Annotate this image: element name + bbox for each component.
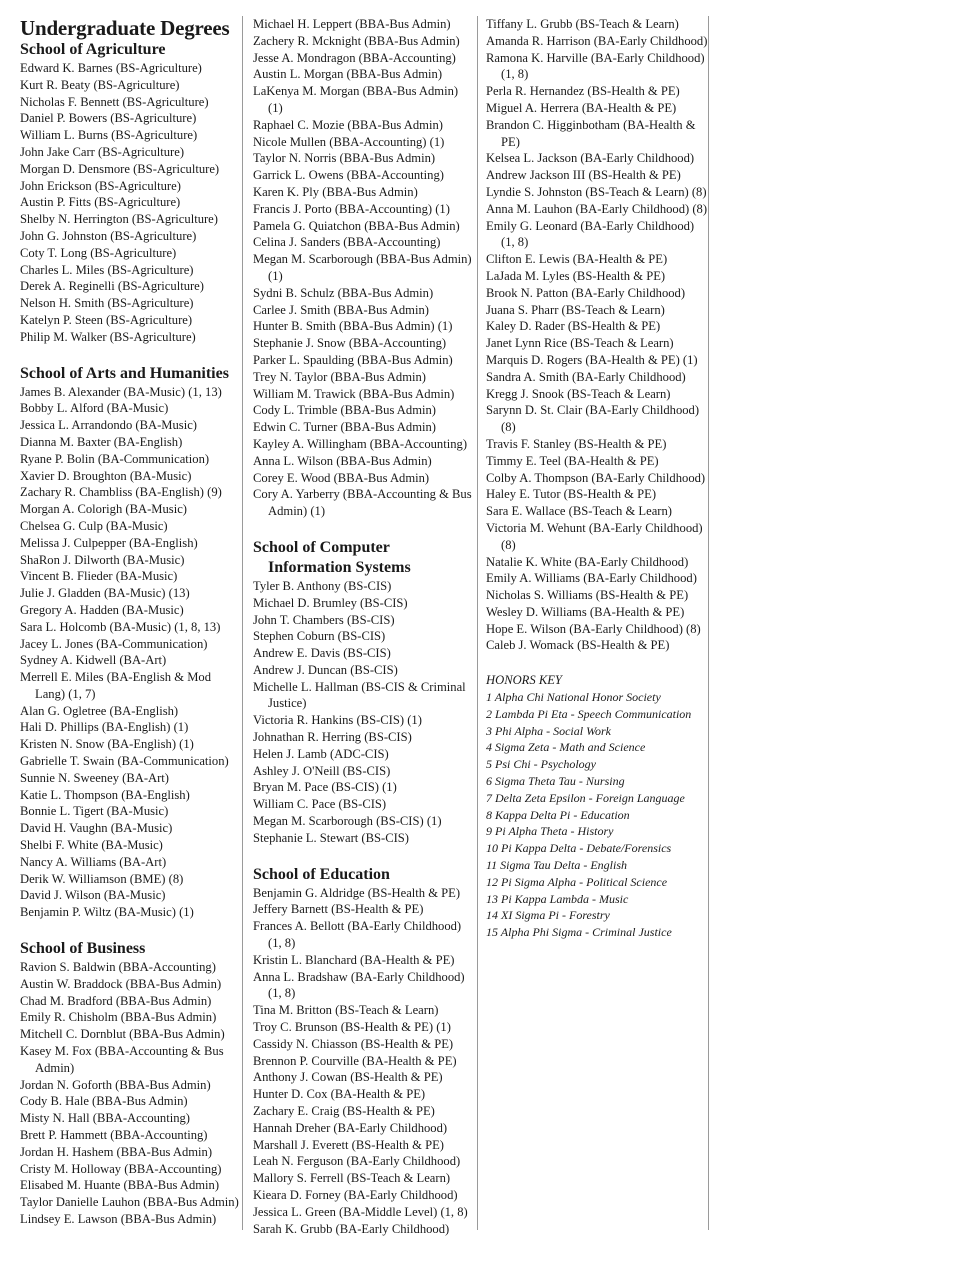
graduate-entry: Andrew E. Davis (BS-CIS) <box>253 646 391 661</box>
graduate-entry: Bobby L. Alford (BA-Music) <box>20 401 169 416</box>
graduate-entry: Juana S. Pharr (BS-Teach & Learn) <box>486 302 665 317</box>
graduate-list <box>486 16 708 654</box>
graduate-entry: Nicole Mullen (BBA-Accounting) (1) <box>253 134 445 149</box>
graduate-entry: LaJada M. Lyles (BS-Health & PE) <box>486 268 666 283</box>
graduate-entry: Raphael C. Mozie (BBA-Bus Admin) <box>253 117 443 132</box>
column-divider <box>242 16 243 1230</box>
school-heading: School of Agriculture <box>20 41 166 58</box>
graduate-entry: Colby A. Thompson (BA-Early Childhood) <box>486 470 706 485</box>
graduate-entry: Shelby N. Herrington (BS-Agriculture) <box>20 212 218 227</box>
graduate-entry: Lyndie S. Johnston (BS-Teach & Learn) (8) <box>486 184 707 199</box>
graduate-entry: Natalie K. White (BA-Early Childhood) <box>486 554 689 569</box>
graduate-entry: Brook N. Patton (BA-Early Childhood) <box>486 285 686 300</box>
column-divider <box>477 16 478 1230</box>
column-3 <box>486 16 708 941</box>
graduate-entry: Chelsea G. Culp (BA-Music) <box>20 518 168 533</box>
graduate-entry: Jacey L. Jones (BA-Communication) <box>20 636 208 651</box>
graduate-entry: Wesley D. Williams (BA-Health & PE) <box>486 604 685 619</box>
graduate-entry: William C. Pace (BS-CIS) <box>253 797 387 812</box>
graduate-entry: Brett P. Hammett (BBA-Accounting) <box>20 1128 208 1143</box>
graduate-entry: Carlee J. Smith (BBA-Bus Admin) <box>253 302 429 317</box>
graduate-entry: Michael D. Brumley (BS-CIS) <box>253 595 408 610</box>
column-1 <box>20 16 242 1246</box>
graduate-entry: Sunnie N. Sweeney (BA-Art) <box>20 770 169 785</box>
graduate-list <box>253 16 475 520</box>
honors-key-entry: 6 Sigma Theta Tau - Nursing <box>486 774 625 789</box>
graduate-entry: Francis J. Porto (BBA-Accounting) (1) <box>253 201 450 216</box>
column-2 <box>253 16 475 1255</box>
graduate-entry: Leah N. Ferguson (BA-Early Childhood) <box>253 1154 461 1169</box>
school-heading: School of Education <box>253 865 390 883</box>
graduate-entry: Marshall J. Everett (BS-Health & PE) <box>253 1137 444 1152</box>
graduate-entry: John Jake Carr (BS-Agriculture) <box>20 144 185 159</box>
graduate-entry: Kurt R. Beaty (BS-Agriculture) <box>20 77 180 92</box>
graduate-entry: Stephanie J. Snow (BBA-Accounting) <box>253 336 447 351</box>
graduate-entry: Xavier D. Broughton (BA-Music) <box>20 468 192 483</box>
graduate-entry: Tiffany L. Grubb (BS-Teach & Learn) <box>486 17 679 31</box>
graduate-entry: Mitchell C. Dornblut (BBA-Bus Admin) <box>20 1027 225 1042</box>
graduate-entry: Cassidy N. Chiasson (BS-Health & PE) <box>253 1036 454 1051</box>
graduate-entry: Anna L. Wilson (BBA-Bus Admin) <box>253 453 432 468</box>
graduate-entry: Kregg J. Snook (BS-Teach & Learn) <box>486 386 671 401</box>
graduate-entry: John G. Johnston (BS-Agriculture) <box>20 228 197 243</box>
honors-key-entry: 12 Pi Sigma Alpha - Political Science <box>486 874 668 889</box>
graduate-entry: Stephanie L. Stewart (BS-CIS) <box>253 830 410 845</box>
graduate-entry: Sydney A. Kidwell (BA-Art) <box>20 653 167 668</box>
graduate-entry: William L. Burns (BS-Agriculture) <box>20 128 198 143</box>
graduate-entry: Derek A. Reginelli (BS-Agriculture) <box>20 279 204 294</box>
honors-key-entry: 15 Alpha Phi Sigma - Criminal Justice <box>486 925 672 940</box>
page-title: Undergraduate Degrees <box>20 16 230 40</box>
graduate-entry: Zachery R. Mcknight (BBA-Bus Admin) <box>253 33 460 48</box>
graduate-entry: Anthony J. Cowan (BS-Health & PE) <box>253 1070 443 1085</box>
school-section <box>20 40 242 346</box>
graduate-entry: Celina J. Sanders (BBA-Accounting) <box>253 235 441 250</box>
graduate-entry: Sydni B. Schulz (BBA-Bus Admin) <box>253 285 434 300</box>
graduate-entry: Sarynn D. St. Clair (BA-Early Childhood) (8) <box>486 403 700 435</box>
graduate-entry: Zachary E. Craig (BS-Health & PE) <box>253 1104 435 1119</box>
graduate-entry: Katelyn P. Steen (BS-Agriculture) <box>20 312 193 327</box>
graduate-entry: Pamela G. Quiatchon (BBA-Bus Admin) <box>253 218 460 233</box>
graduate-entry: Vincent B. Flieder (BA-Music) <box>20 569 178 584</box>
graduate-entry: David J. Wilson (BA-Music) <box>20 888 166 903</box>
honors-key-entry: 8 Kappa Delta Pi - Education <box>486 807 630 822</box>
graduate-entry: Anna L. Bradshaw (BA-Early Childhood) (1, 8) <box>253 969 465 1001</box>
graduate-entry: Austin L. Morgan (BBA-Bus Admin) <box>253 67 443 82</box>
graduate-entry: Sarah K. Grubb (BA-Early Childhood) <box>253 1221 450 1236</box>
graduate-entry: Daniel P. Bowers (BS-Agriculture) <box>20 111 197 126</box>
graduate-entry: Katie L. Thompson (BA-English) <box>20 787 190 802</box>
graduate-list <box>20 60 242 346</box>
graduate-entry: Jordan H. Hashem (BBA-Bus Admin) <box>20 1144 213 1159</box>
graduate-entry: Megan M. Scarborough (BBA-Bus Admin) (1) <box>253 252 472 283</box>
graduate-entry: Sara E. Wallace (BS-Teach & Learn) <box>486 504 672 519</box>
graduate-entry: Ravion S. Baldwin (BBA-Accounting) <box>20 960 216 975</box>
graduate-entry: Misty N. Hall (BBA-Accounting) <box>20 1111 190 1126</box>
graduate-entry: Kelsea L. Jackson (BA-Early Childhood) <box>486 151 695 166</box>
graduate-entry: Haley E. Tutor (BS-Health & PE) <box>486 487 657 502</box>
graduate-entry: Brandon C. Higginbotham (BA-Health & PE) <box>486 117 696 149</box>
graduate-entry: Kasey M. Fox (BBA-Accounting & Bus Admin) <box>20 1044 224 1075</box>
graduate-entry: Benjamin P. Wiltz (BA-Music) (1) <box>20 905 194 920</box>
graduate-entry: Hunter D. Cox (BA-Health & PE) <box>253 1087 426 1102</box>
graduate-entry: Mallory S. Ferrell (BS-Teach & Learn) <box>253 1171 451 1186</box>
honors-key-entry: 7 Delta Zeta Epsilon - Foreign Language <box>486 790 685 805</box>
graduate-entry: Perla R. Hernandez (BS-Health & PE) <box>486 84 680 99</box>
graduate-list <box>253 885 475 1238</box>
graduate-entry: Kristin L. Blanchard (BA-Health & PE) <box>253 952 455 967</box>
school-section <box>253 538 475 847</box>
graduate-entry: Jeffery Barnett (BS-Health & PE) <box>253 902 424 917</box>
graduate-entry: Morgan D. Densmore (BS-Agriculture) <box>20 161 220 176</box>
graduate-entry: Zachary R. Chambliss (BA-English) (9) <box>20 485 222 500</box>
graduate-entry: Nicholas S. Williams (BS-Health & PE) <box>486 588 689 603</box>
graduate-entry: Brennon P. Courville (BA-Health & PE) <box>253 1053 457 1068</box>
school-section <box>486 16 708 654</box>
honors-key-entry: 13 Pi Kappa Lambda - Music <box>486 891 629 906</box>
graduate-entry: Austin P. Fitts (BS-Agriculture) <box>20 195 181 210</box>
graduate-entry: Bryan M. Pace (BS-CIS) (1) <box>253 780 397 795</box>
graduate-entry: Corey E. Wood (BBA-Bus Admin) <box>253 470 430 485</box>
graduate-entry: ShaRon J. Dilworth (BA-Music) <box>20 552 185 567</box>
graduate-entry: Parker L. Spaulding (BBA-Bus Admin) <box>253 352 453 367</box>
graduate-entry: Cody L. Trimble (BBA-Bus Admin) <box>253 403 436 418</box>
graduate-entry: Andrew J. Duncan (BS-CIS) <box>253 662 398 677</box>
graduate-entry: Nelson H. Smith (BS-Agriculture) <box>20 296 194 311</box>
graduate-entry: Victoria M. Wehunt (BA-Early Childhood) (8) <box>486 520 703 552</box>
graduate-entry: Timmy E. Teel (BA-Health & PE) <box>486 453 659 468</box>
graduate-entry: Melissa J. Culpepper (BA-English) <box>20 535 198 550</box>
graduate-entry: Tina M. Britton (BS-Teach & Learn) <box>253 1003 439 1018</box>
honors-key-entry: 1 Alpha Chi National Honor Society <box>486 690 661 705</box>
graduate-entry: Janet Lynn Rice (BS-Teach & Learn) <box>486 336 674 351</box>
graduate-entry: Philip M. Walker (BS-Agriculture) <box>20 329 196 344</box>
graduate-entry: Kaley D. Rader (BS-Health & PE) <box>486 319 661 334</box>
graduate-entry: Taylor Danielle Lauhon (BBA-Bus Admin) <box>20 1195 239 1210</box>
honors-key-list <box>486 689 708 941</box>
graduate-entry: Clifton E. Lewis (BA-Health & PE) <box>486 252 668 267</box>
graduate-entry: Elisabed M. Huante (BBA-Bus Admin) <box>20 1178 220 1193</box>
honors-key-entry: 2 Lambda Pi Eta - Speech Communication <box>486 706 692 721</box>
graduate-entry: Taylor N. Norris (BBA-Bus Admin) <box>253 151 436 166</box>
graduate-entry: Stephen Coburn (BS-CIS) <box>253 629 386 644</box>
graduate-entry: Andrew Jackson III (BS-Health & PE) <box>486 168 681 183</box>
graduate-entry: Julie J. Gladden (BA-Music) (13) <box>20 586 190 601</box>
graduate-entry: Marquis D. Rogers (BA-Health & PE) (1) <box>486 352 698 367</box>
graduate-entry: Jessica L. Green (BA-Middle Level) (1, 8) <box>253 1204 468 1219</box>
graduate-entry: Edwin C. Turner (BBA-Bus Admin) <box>253 420 436 435</box>
honors-key-entry: 9 Pi Alpha Theta - History <box>486 824 614 839</box>
graduate-entry: Jessica L. Arrandondo (BA-Music) <box>20 418 197 433</box>
graduate-entry: Charles L. Miles (BS-Agriculture) <box>20 262 194 277</box>
graduate-entry: Chad M. Bradford (BBA-Bus Admin) <box>20 993 212 1008</box>
graduate-entry: Victoria R. Hankins (BS-CIS) (1) <box>253 713 422 728</box>
graduate-entry: Lindsey E. Lawson (BBA-Bus Admin) <box>20 1212 217 1226</box>
graduate-entry: John T. Chambers (BS-CIS) <box>253 612 395 627</box>
graduate-entry: Miguel A. Herrera (BA-Health & PE) <box>486 100 677 115</box>
honors-key-entry: 5 Psi Chi - Psychology <box>486 757 596 772</box>
honors-key-entry: 4 Sigma Zeta - Math and Science <box>486 740 646 755</box>
graduate-entry: Tyler B. Anthony (BS-CIS) <box>253 578 392 593</box>
graduate-entry: Dianna M. Baxter (BA-English) <box>20 434 183 449</box>
graduate-entry: Johnathan R. Herring (BS-CIS) <box>253 730 412 745</box>
graduate-entry: Hope E. Wilson (BA-Early Childhood) (8) <box>486 621 701 636</box>
honors-key-title: HONORS KEY <box>486 673 562 688</box>
school-section <box>253 865 475 1238</box>
graduate-entry: Sara L. Holcomb (BA-Music) (1, 8, 13) <box>20 619 221 634</box>
graduate-entry: Travis F. Stanley (BS-Health & PE) <box>486 436 667 451</box>
honors-key-entry: 14 XI Sigma Pi - Forestry <box>486 908 610 923</box>
school-heading: School of Business <box>20 940 146 958</box>
graduate-entry: Kristen N. Snow (BA-English) (1) <box>20 737 194 752</box>
graduate-entry: Edward K. Barnes (BS-Agriculture) <box>20 61 202 75</box>
graduate-entry: Sandra A. Smith (BA-Early Childhood) <box>486 369 686 384</box>
graduate-entry: Jesse A. Mondragon (BBA-Accounting) <box>253 50 456 65</box>
graduate-entry: David H. Vaughn (BA-Music) <box>20 821 173 836</box>
graduate-entry: Emily R. Chisholm (BBA-Bus Admin) <box>20 1010 217 1025</box>
graduate-entry: Alan G. Ogletree (BA-English) <box>20 703 179 718</box>
graduate-entry: Coty T. Long (BS-Agriculture) <box>20 245 177 260</box>
school-section <box>20 939 242 1228</box>
graduate-entry: Hali D. Phillips (BA-English) (1) <box>20 720 189 735</box>
graduate-list <box>20 959 242 1228</box>
graduate-entry: Derik W. Williamson (BME) (8) <box>20 871 184 886</box>
graduate-entry: Morgan A. Colorigh (BA-Music) <box>20 502 187 517</box>
school-section <box>20 364 242 922</box>
graduate-entry: Austin W. Braddock (BBA-Bus Admin) <box>20 976 222 991</box>
graduate-entry: Bonnie L. Tigert (BA-Music) <box>20 804 169 819</box>
graduate-entry: Shelbi F. White (BA-Music) <box>20 838 163 853</box>
graduate-entry: Nancy A. Williams (BA-Art) <box>20 854 167 869</box>
graduate-entry: John Erickson (BS-Agriculture) <box>20 178 181 193</box>
graduate-entry: James B. Alexander (BA-Music) (1, 13) <box>20 384 222 399</box>
graduate-entry: Troy C. Brunson (BS-Health & PE) (1) <box>253 1020 451 1035</box>
graduate-entry: Cory A. Yarberry (BBA-Accounting & Bus Admin) (1) <box>253 487 472 519</box>
graduate-entry: Michelle L. Hallman (BS-CIS & Criminal Justice) <box>253 679 466 711</box>
graduate-entry: Garrick L. Owens (BBA-Accounting) <box>253 168 444 183</box>
graduate-entry: LaKenya M. Morgan (BBA-Bus Admin) (1) <box>253 84 459 115</box>
graduate-entry: Benjamin G. Aldridge (BS-Health & PE) <box>253 885 461 900</box>
graduate-entry: Merrell E. Miles (BA-English & Mod Lang) (1, 7) <box>20 670 211 701</box>
column-divider <box>708 16 709 1230</box>
graduate-entry: Amanda R. Harrison (BA-Early Childhood) <box>486 33 708 48</box>
graduate-entry: Ryane P. Bolin (BA-Communication) <box>20 451 210 466</box>
graduate-entry: Karen K. Ply (BBA-Bus Admin) <box>253 184 418 199</box>
graduate-entry: Emily G. Leonard (BA-Early Childhood) (1, 8) <box>486 218 695 250</box>
graduate-entry: Gregory A. Hadden (BA-Music) <box>20 602 184 617</box>
graduate-entry: Caleb J. Womack (BS-Health & PE) <box>486 638 670 653</box>
school-heading: School of Arts and Humanities <box>20 364 229 382</box>
graduate-entry: Nicholas F. Bennett (BS-Agriculture) <box>20 94 209 109</box>
honors-key <box>486 672 708 941</box>
graduate-entry: Frances A. Bellott (BA-Early Childhood) (1, 8) <box>253 919 462 951</box>
honors-key-entry: 3 Phi Alpha - Social Work <box>486 723 611 738</box>
graduate-entry: Hannah Dreher (BA-Early Childhood) <box>253 1120 448 1135</box>
graduate-entry: Megan M. Scarborough (BS-CIS) (1) <box>253 814 442 829</box>
graduate-entry: Hunter B. Smith (BBA-Bus Admin) (1) <box>253 319 453 334</box>
graduate-entry: Cristy M. Holloway (BBA-Accounting) <box>20 1161 222 1176</box>
graduate-entry: Ramona K. Harville (BA-Early Childhood) (1, 8) <box>486 50 705 82</box>
school-section <box>253 16 475 520</box>
graduate-list <box>253 578 475 847</box>
graduate-list <box>20 384 242 922</box>
honors-key-entry: 11 Sigma Tau Delta - English <box>486 858 628 873</box>
graduate-entry: Emily A. Williams (BA-Early Childhood) <box>486 571 697 586</box>
graduate-entry: Helen J. Lamb (ADC-CIS) <box>253 746 389 761</box>
graduate-entry: Jordan N. Goforth (BBA-Bus Admin) <box>20 1077 211 1092</box>
graduate-entry: Trey N. Taylor (BBA-Bus Admin) <box>253 369 426 384</box>
graduate-entry: William M. Trawick (BBA-Bus Admin) <box>253 386 455 401</box>
graduate-entry: Anna M. Lauhon (BA-Early Childhood) (8) <box>486 201 708 216</box>
graduate-entry: Michael H. Leppert (BBA-Bus Admin) <box>253 17 451 31</box>
graduate-entry: Gabrielle T. Swain (BA-Communication) <box>20 754 229 769</box>
school-heading: School of Computer Information Systems <box>253 538 411 576</box>
honors-key-entry: 10 Pi Kappa Delta - Debate/Forensics <box>486 841 672 856</box>
graduate-entry: Ashley J. O'Neill (BS-CIS) <box>253 763 391 778</box>
graduate-entry: Kayley A. Willingham (BBA-Accounting) <box>253 436 468 451</box>
graduate-entry: Cody B. Hale (BBA-Bus Admin) <box>20 1094 188 1109</box>
graduate-entry: Kieara D. Forney (BA-Early Childhood) <box>253 1188 458 1202</box>
